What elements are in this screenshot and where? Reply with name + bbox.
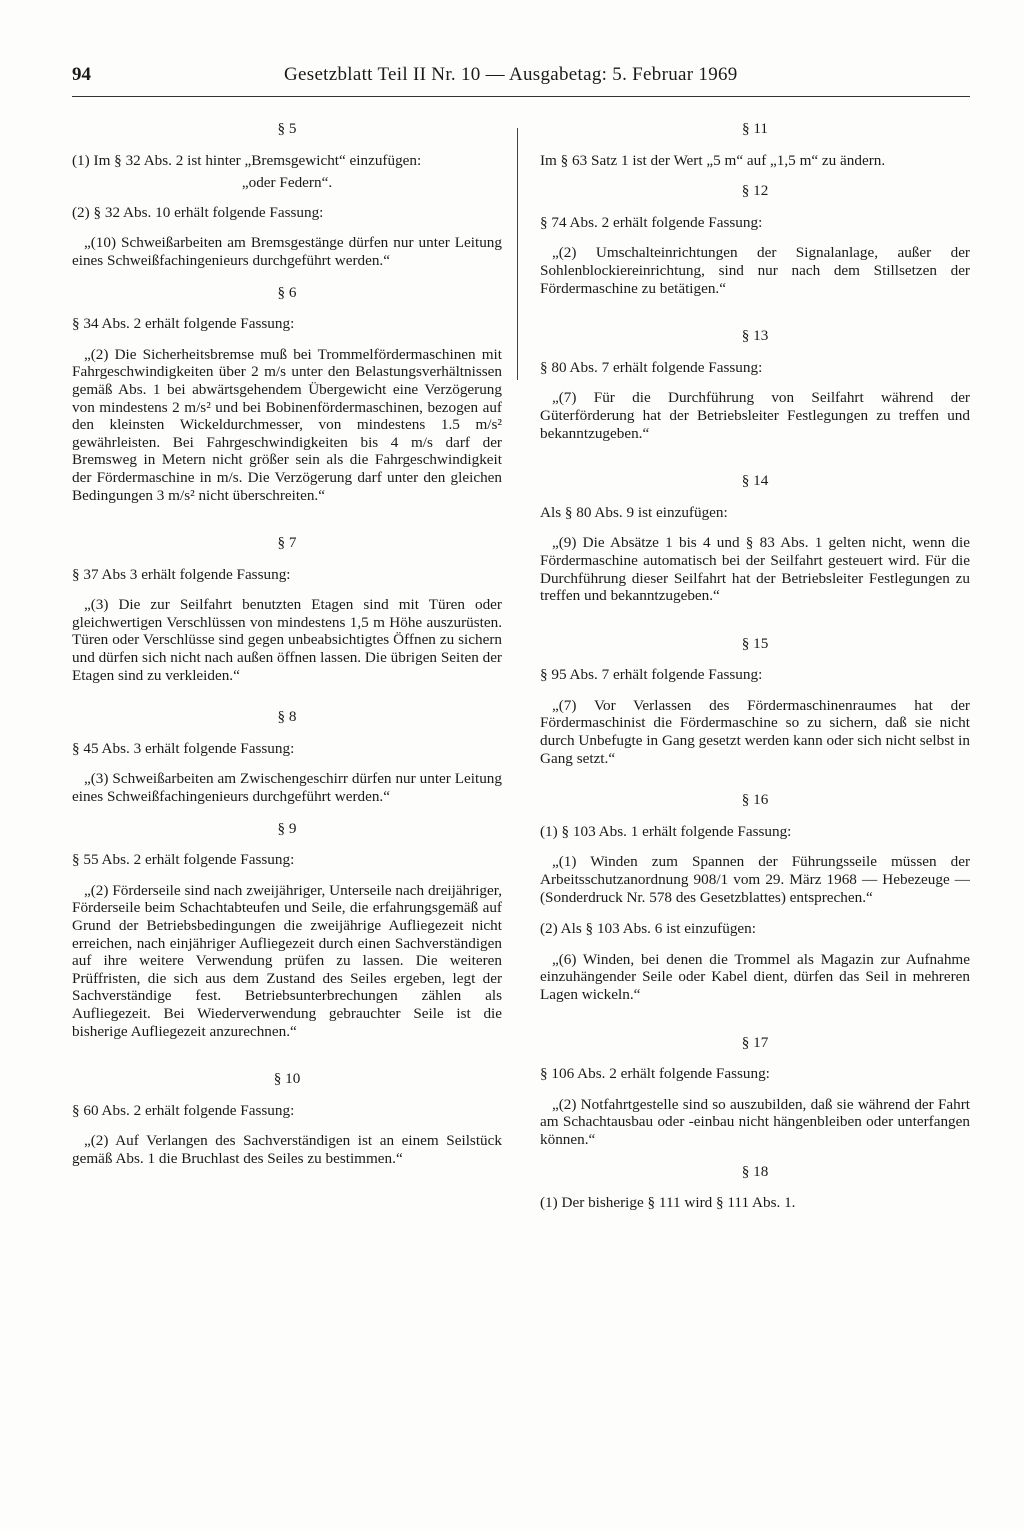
- section-5-para-2: (2) § 32 Abs. 10 erhält folgende Fassung:: [72, 203, 324, 221]
- section-15-quote: „(7) Vor Verlassen des Fördermaschinenraumes hat der Fördermaschinist die Fördermaschine so zu sichern, daß sie nicht durch Unbefugte in Gang gesetzt werden kann oder sich nicht selbst in Gang setzt.“: [540, 696, 970, 767]
- section-heading-11: § 11: [741, 120, 768, 137]
- left-column: [72, 120, 502, 1182]
- section-13-quote: „(7) Für die Durchführung von Seilfahrt während der Güterförderung hat der Betriebsleiter Festlegungen zu treffen und bekanntzugeben.“: [540, 389, 970, 442]
- section-15-para-1: § 95 Abs. 7 erhält folgende Fassung:: [540, 666, 763, 684]
- section-16-para-2: (2) Als § 103 Abs. 6 ist einzufügen:: [540, 920, 756, 938]
- gazette-title: Gesetzblatt Teil II Nr. 10 — Ausgabetag: 5. Februar 1969: [284, 64, 738, 85]
- column-divider: [517, 128, 518, 380]
- section-18-para-1: (1) Der bisherige § 111 wird § 111 Abs. 1.: [540, 1194, 796, 1212]
- section-heading-16: § 16: [741, 791, 769, 809]
- right-column: [540, 120, 970, 1225]
- section-5-insert: „oder Federn“.: [241, 174, 333, 192]
- section-heading-13: § 13: [741, 327, 769, 345]
- section-13-para-1: § 80 Abs. 7 erhält folgende Fassung:: [540, 358, 763, 376]
- section-9-para-1: § 55 Abs. 2 erhält folgende Fassung:: [72, 851, 295, 869]
- section-12-quote: „(2) Umschalteinrichtungen der Signalanlage, außer der Sohlenblockiereinrichtung, sind nur nach dem Stillsetzen der Fördermaschine zu betätigen.“: [540, 244, 970, 297]
- page-number: 94: [72, 64, 91, 85]
- section-heading-12: § 12: [741, 182, 769, 200]
- section-16-para-1: (1) § 103 Abs. 1 erhält folgende Fassung:: [540, 822, 792, 840]
- section-16-quote-1: „(1) Winden zum Spannen der Führungsseile müssen der Arbeitsschutzanordnung 908/1 vom 29. März 1968 — Hebezeuge — (Sonderdruck Nr. 578 des Gesetzblattes) entsprechen.“: [540, 853, 970, 906]
- section-heading-14: § 14: [741, 472, 769, 490]
- section-8-quote: „(3) Schweißarbeiten am Zwischengeschirr dürfen nur unter Leitung eines Schweißfachingenieurs durchgeführt werden.“: [72, 770, 502, 806]
- section-5-para-1: (1) Im § 32 Abs. 2 ist hinter „Bremsgewicht“ einzufügen:: [72, 151, 422, 169]
- section-heading-10: § 10: [273, 1070, 301, 1088]
- section-14-quote: „(9) Die Absätze 1 bis 4 und § 83 Abs. 1 gelten nicht, wenn die Fördermaschine automatisch bei der Seilfahrt gesteuert wird. Für die Durchführung dieser Seilfahrt hat der Betriebsleiter Festlegungen zu treffen und bekanntzugeben.“: [540, 534, 970, 605]
- section-6-para-1: § 34 Abs. 2 erhält folgende Fassung:: [72, 315, 295, 333]
- section-5-quote: „(10) Schweißarbeiten am Bremsgestänge dürfen nur unter Leitung eines Schweißfachingenieurs durchgeführt werden.“: [72, 234, 502, 269]
- section-10-quote: „(2) Auf Verlangen des Sachverständigen ist an einem Seilstück gemäß Abs. 1 die Bruchlast des Seiles zu bestimmen.“: [72, 1132, 502, 1167]
- section-8-para-1: § 45 Abs. 3 erhält folgende Fassung:: [72, 739, 295, 757]
- section-17-para-1: § 106 Abs. 2 erhält folgende Fassung:: [540, 1065, 770, 1083]
- section-17-quote: „(2) Notfahrtgestelle sind so auszubilden, daß sie während der Fahrt am Schachtausbau oder -einbau nicht hängenbleiben oder unterfangen können.“: [540, 1095, 970, 1148]
- section-7-quote: „(3) Die zur Seilfahrt benutzten Etagen sind mit Türen oder gleichwertigen Verschlüssen von mindestens 1,5 m Höhe auszurüsten. Türen oder Verschlüsse sind gegen unbeabsichtigtes Öffnen zu sichern und dürfen sich nicht nach außen öffnen lassen. Die übrigen Seiten der Etagen sind zu verkleiden.“: [72, 596, 502, 684]
- section-heading-17: § 17: [741, 1033, 769, 1051]
- section-heading-15: § 15: [741, 634, 769, 652]
- section-heading-18: § 18: [741, 1162, 769, 1180]
- section-6-quote: „(2) Die Sicherheitsbremse muß bei Trommelfördermaschinen mit Fahrgeschwindigkeiten über 2 m/s unter den Belastungsverhältnissen gemäß Abs. 1 bei abwärtsgehendem Übergewicht eine Verzögerung von mindestens 2 m/s² und bei Bobinenfördermaschinen, bezogen auf den kleinsten Wickeldurchmesser, von mindestens 1.5 m/s² gewährleisten. Bei Fahrgeschwindigkeiten bis 4 m/s darf der Bremsweg in Metern nicht größer sein als die Fahrgeschwindigkeit der Fördermaschine in m/s. Die Verzögerung darf unter den gleichen Bedingungen 3 m/s² nicht überschreiten.“: [72, 345, 502, 504]
- section-10-para-1: § 60 Abs. 2 erhält folgende Fassung:: [72, 1101, 295, 1119]
- section-9-quote: „(2) Förderseile sind nach zweijähriger, Unterseile nach dreijähriger, Förderseile beim Schachtabteufen und Seile, die erfahrungsgemäß auf Grund der Betriebsbedingungen die zweijährige Aufliegezeit nicht erreichen, nach einjähriger Aufliegezeit durch einen Sachverständigen auf ihre weitere Verwendung prüfen zu lassen. Die weiteren Prüffristen, die sich aus dem Zustand des Seiles ergeben, legt der Sachverständige fest. Betriebsunterbrechungen zählen als Aufliegezeit. Bei Wiederverwendung gebrauchter Seile ist die bisherige Aufliegezeit anzurechnen.“: [72, 881, 502, 1040]
- section-16-quote-2: „(6) Winden, bei denen die Trommel als Magazin zur Aufnahme einzuhängender Seile oder Kabel dient, dürfen das Seil in mehreren Lagen wickeln.“: [540, 950, 970, 1003]
- section-7-para-1: § 37 Abs 3 erhält folgende Fassung:: [72, 565, 291, 583]
- section-heading-6: § 6: [277, 283, 297, 301]
- page-header: [72, 64, 970, 97]
- section-heading-9: § 9: [277, 819, 297, 837]
- section-11-para-1: Im § 63 Satz 1 ist der Wert „5 m“ auf „1,5 m“ zu ändern.: [540, 151, 886, 169]
- section-heading-8: § 8: [277, 708, 297, 726]
- section-heading-7: § 7: [277, 534, 297, 552]
- section-heading-5: § 5: [277, 120, 297, 137]
- section-14-para-1: Als § 80 Abs. 9 ist einzufügen:: [540, 503, 728, 521]
- section-12-para-1: § 74 Abs. 2 erhält folgende Fassung:: [540, 213, 763, 231]
